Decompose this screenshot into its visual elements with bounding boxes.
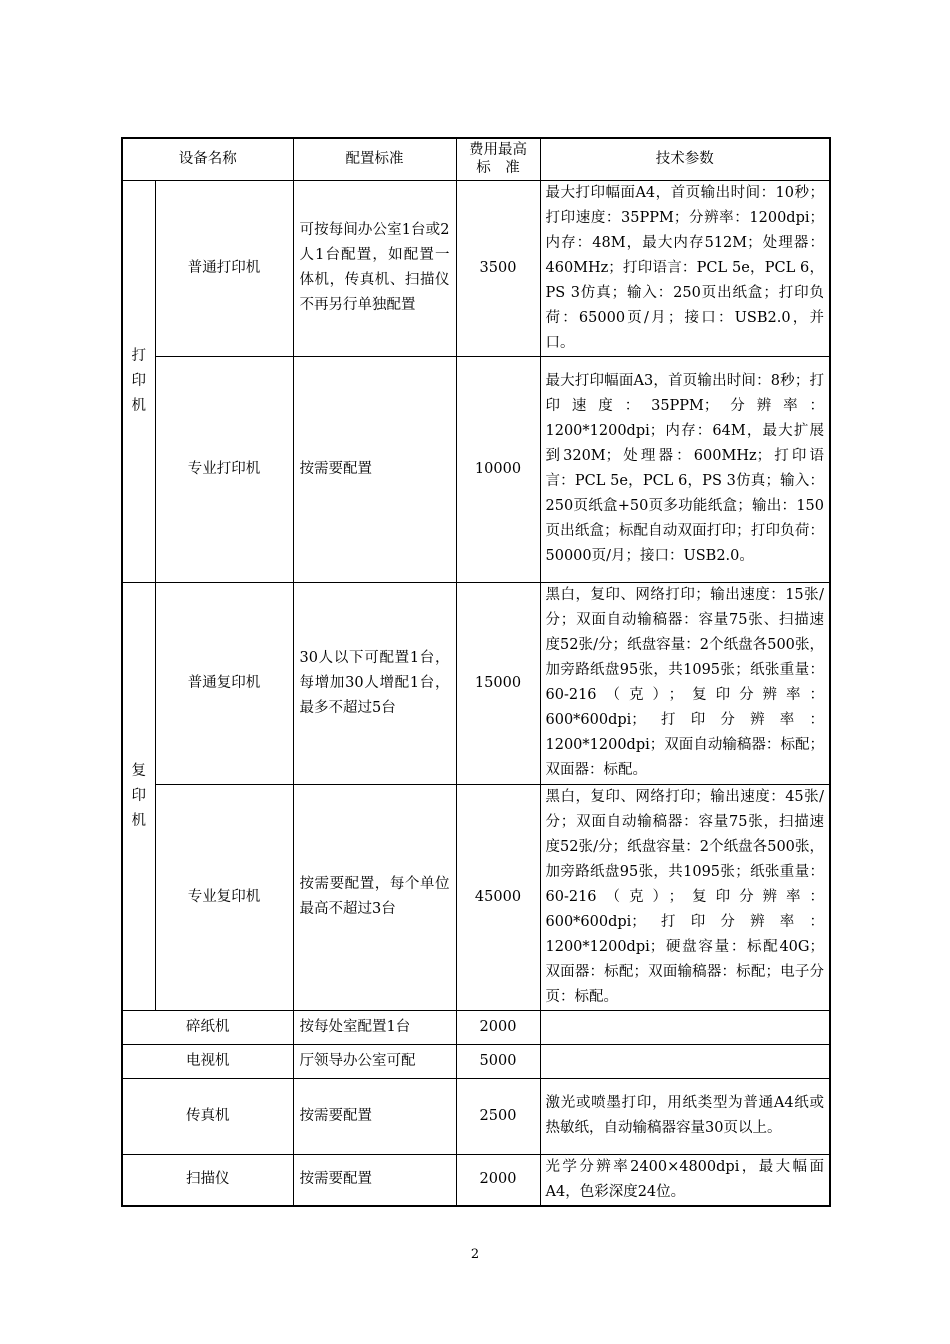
tech-params-cell: 最大打印幅面A4，首页输出时间：10秒；打印速度：35PPM；分辨率：1200dpi；内存：48M，最大内存512M；处理器：460MHz；打印语言：PCL 5e，PCL 6，PS 3仿真；输入：250页出纸盒；打印负荷：65000页/月；接口：USB2.0，并口。: [540, 180, 830, 356]
config-cell: 可按每间办公室1台或2人1台配置，如配置一体机，传真机、扫描仪不再另行单独配置: [293, 180, 456, 356]
table-row: [122, 582, 830, 784]
cost-cell: 2000: [456, 1010, 540, 1044]
config-cell: 按需要配置: [293, 1078, 456, 1154]
tech-params-cell: 黑白，复印、网络打印；输出速度：45张/分；双面自动输稿器：容量75张，扫描速度52张/分；纸盘容量：2个纸盘各500张，加旁路纸盘95张，共1095张；纸张重量：60-216（克）；复印分辨率：600*600dpi；打印分辨率：1200*1200dpi；硬盘容量：标配40G；双面器：标配；双面输稿器：标配；电子分页：标配。: [540, 784, 830, 1010]
cost-cell: 5000: [456, 1044, 540, 1078]
cost-cell: 45000: [456, 784, 540, 1010]
cost-cell: 2500: [456, 1078, 540, 1154]
table-row: [122, 1010, 830, 1044]
device-name-cell: 碎纸机: [122, 1010, 293, 1044]
table-row: [122, 1154, 830, 1206]
device-name-cell: 传真机: [122, 1078, 293, 1154]
tech-params-cell: 激光或喷墨打印，用纸类型为普通A4纸或热敏纸，自动输稿器容量30页以上。: [540, 1078, 830, 1154]
table-header-row: [122, 138, 830, 180]
device-name-cell: 专业打印机: [155, 356, 293, 582]
page-number: 2: [470, 1247, 480, 1262]
cost-cell: 10000: [456, 356, 540, 582]
tech-params-cell: 黑白，复印、网络打印；输出速度：15张/分；双面自动输稿器：容量75张、扫描速度52张/分；纸盘容量：2个纸盘各500张，加旁路纸盘95张，共1095张；纸张重量：60-216（克）；复印分辨率：600*600dpi；打印分辨率：1200*1200dpi；双面自动输稿器：标配；双面器：标配。: [540, 582, 830, 784]
device-name-cell: 普通打印机: [155, 180, 293, 356]
tech-params-cell: [540, 1010, 830, 1044]
config-cell: 按每处室配置1台: [293, 1010, 456, 1044]
category-cell-printer: 打 印 机: [122, 180, 155, 582]
table-row: [122, 784, 830, 1010]
config-cell: 厅领导办公室可配: [293, 1044, 456, 1078]
device-name-cell: 专业复印机: [155, 784, 293, 1010]
table-row: [122, 1044, 830, 1078]
header-tech-params: 技术参数: [540, 138, 830, 180]
config-cell: 30人以下可配置1台，每增加30人增配1台，最多不超过5台: [293, 582, 456, 784]
table-row: [122, 1078, 830, 1154]
cost-cell: 3500: [456, 180, 540, 356]
config-cell: 按需要配置: [293, 356, 456, 582]
header-max-cost: [456, 138, 540, 180]
equipment-standards-table: [121, 137, 831, 1207]
table-row: [122, 180, 830, 356]
header-config-standard: 配置标准: [293, 138, 456, 180]
cost-cell: 2000: [456, 1154, 540, 1206]
header-max-cost-line1: 费用最高: [469, 142, 527, 159]
config-cell: 按需要配置: [293, 1154, 456, 1206]
category-cell-copier: 复 印 机: [122, 582, 155, 1010]
device-name-cell: 电视机: [122, 1044, 293, 1078]
tech-params-cell: 最大打印幅面A3，首页输出时间：8秒；打印速度：35PPM；分辨率：1200*1200dpi；内存：64M，最大扩展到320M；处理器：600MHz；打印语言：PCL 5e，PCL 6，PS 3仿真；输入：250页纸盒+50页多功能纸盒；输出：150页出纸盒；标配自动双面打印；打印负荷：50000页/月；接口：USB2.0。: [540, 356, 830, 582]
tech-params-cell: 光学分辨率2400×4800dpi，最大幅面A4，色彩深度24位。: [540, 1154, 830, 1206]
header-device-name: 设备名称: [122, 138, 293, 180]
config-cell: 按需要配置，每个单位最高不超过3台: [293, 784, 456, 1010]
header-max-cost-line2: 标 准: [476, 160, 520, 177]
device-name-cell: 扫描仪: [122, 1154, 293, 1206]
table-row: [122, 356, 830, 582]
cost-cell: 15000: [456, 582, 540, 784]
tech-params-cell: [540, 1044, 830, 1078]
device-name-cell: 普通复印机: [155, 582, 293, 784]
